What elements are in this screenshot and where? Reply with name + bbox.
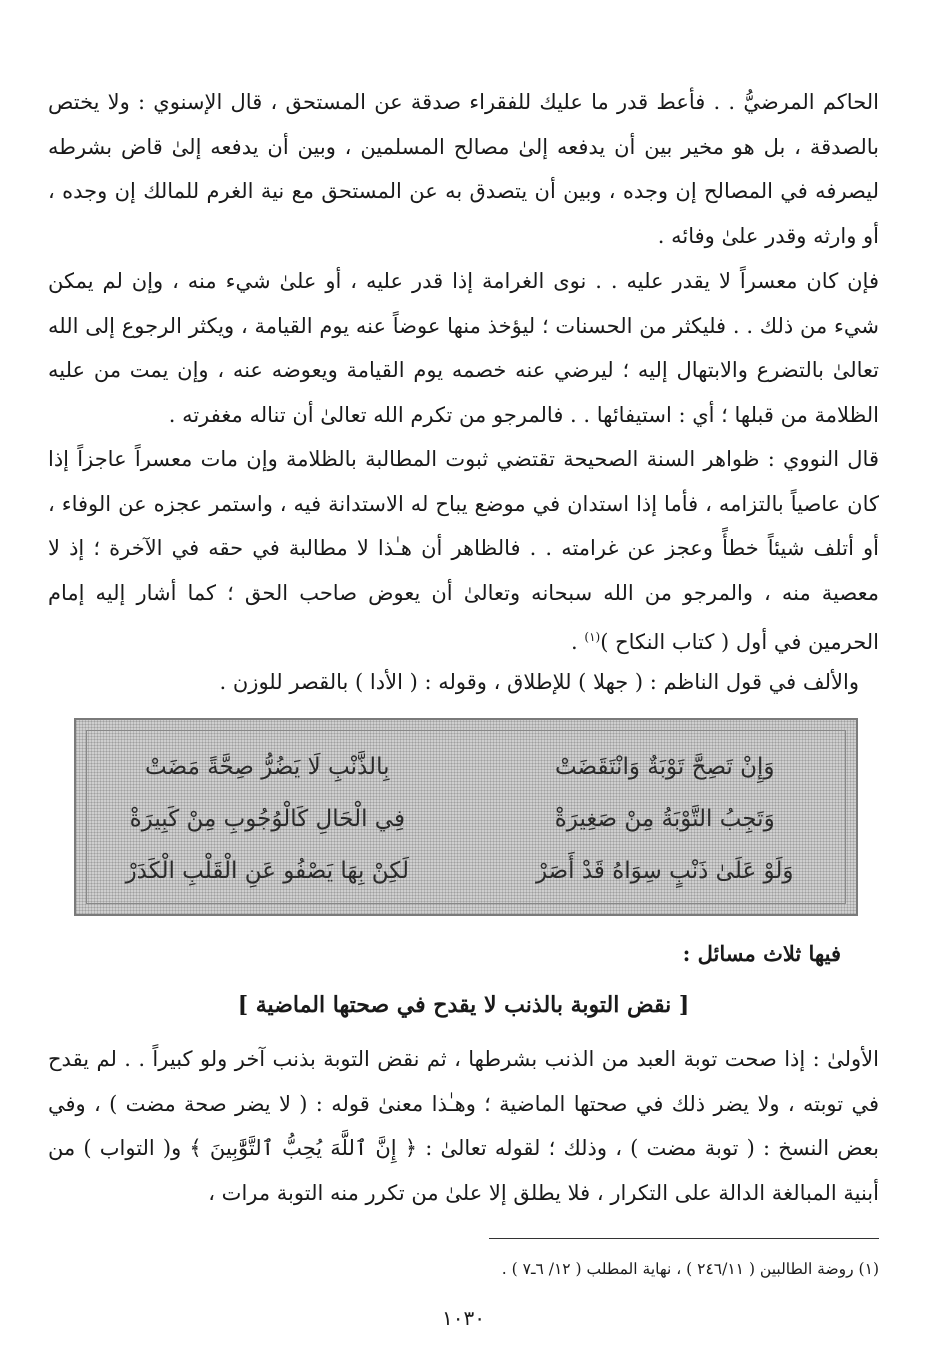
footnote-ref: (١) [584, 630, 601, 644]
verse-line [98, 846, 834, 896]
verse-second-hemistich: بِالذَّنْبِ لَا يَضُرُّ صِحَّةً مَضَتْ [145, 754, 390, 780]
paragraph-4: والألف في قول الناظم : ( جهلا ) للإطلاق ، وقوله : ( الأدا ) بالقصر للوزن . [219, 670, 859, 694]
footnote-separator [489, 1238, 879, 1239]
paragraph-3-text: قال النووي : ظواهر السنة الصحيحة تقتضي ثبوت المطالبة بالظلامة وإن مات معسراً عاجزاً إذا كان عاصياً بالتزامه ، فأما إذا استدان في موضع يباح له الاستدانة فيه ، واستمر عجزه عن الوفاء ، أو أتلف شيئاً خطأً وعجز عن غرامته . . فالظاهر أن هـٰذا لا مطالبة في حقه في الآخرة ؛ إذ لا معصية منه ، والمرجو من الله سبحانه وتعالىٰ أن يعوض صاحب الحق ؛ كما أشار إليه إمام الحرمين في أول ( كتاب النكاح ) [48, 447, 879, 654]
paragraph-2: فإن كان معسراً لا يقدر عليه . . نوى الغرامة إذا قدر عليه ، أو علىٰ شيء منه ، وإن لم يمكن شيء من ذلك . . فليكثر من الحسنات ؛ ليؤخذ منها عوضاً عنه يوم القيامة ، ويكثر الرجوع إلى الله تعالىٰ بالتضرع والابتهال إليه ؛ ليرضي عنه خصمه يوم القيامة ويعوضه عنه ، وإن يمت من عليه الظلامة من قبلها ؛ أي : استيفائها . . فالمرجو من تكرم الله تعالىٰ أن تناله مغفرته . [48, 269, 879, 427]
verse-first-hemistich: وَتَجِبُ التَّوْبَةُ مِنْ صَغِيرَةْ [554, 806, 775, 832]
verse-first-hemistich: وَلَوْ عَلَىٰ ذَنْبٍ سِوَاهُ قَدْ أَصَرْ [535, 858, 794, 884]
paragraph-3 [48, 437, 879, 665]
verse-second-hemistich: لَكِنْ بِهَا يَصْفُو عَنِ الْقَلْبِ الْكَدَرْ [125, 858, 409, 884]
verse-line [98, 794, 834, 844]
verse-box [74, 718, 858, 916]
paragraph-1: الحاكم المرضيُّ . . فأعط قدر ما عليك للفقراء صدقة عن المستحق ، قال الإسنوي : ولا يختص بالصدقة ، بل هو مخير بين أن يدفعه إلىٰ مصالح المسلمين ، وبين أن يدفعه إلىٰ قاض بشرطه ليصرفه في المصالح إن وجده ، وبين أن يتصدق به عن المستحق مع نية الغرم للمالك إن وجده ، أو وارثه وقدر علىٰ وفائه . [48, 90, 879, 248]
page-number: ١٠٣٠ [442, 1306, 485, 1330]
paragraph-5: الأولىٰ : إذا صحت توبة العبد من الذنب بشرطها ، ثم نقض التوبة بذنب آخر ولو كبيراً . . لم يقدح في توبته ، ولا يضر ذلك في صحتها الماضية ؛ وهـٰذا معنىٰ قوله : ( لا يضر صحة مضت ) ، وفي بعض النسخ : ( توبة مضت ) ، وذلك ؛ لقوله تعالىٰ : ﴿ إِنَّ ٱللَّهَ يُحِبُّ ٱلتَّوَّٰبِينَ ﴾ و( التواب ) من أبنية المبالغة الدالة على التكرار ، فلا يطلق إلا علىٰ من تكرر منه التوبة مرات ، [48, 1047, 879, 1205]
verse-line [98, 742, 834, 792]
verse-first-hemistich: وَإِنْ تَصِحَّ تَوْبَةٌ وَانْتَقَضَتْ [554, 754, 775, 780]
section-intro: فيها ثلاث مسائل : [682, 941, 841, 966]
section-heading: [ نقض التوبة بالذنب لا يقدح في صحتها الماضية ] [237, 992, 690, 1018]
verse-second-hemistich: فِي الْحَالِ كَالْوُجُوبِ مِنْ كَبِيرَةْ [129, 806, 405, 832]
paragraph-3-end: . [571, 630, 585, 654]
footnote: (١) روضة الطالبين ( ٢٤٦/١١ ) ، نهاية المطلب ( ١٢/ ٦ـ٧ ) . [501, 1260, 879, 1278]
